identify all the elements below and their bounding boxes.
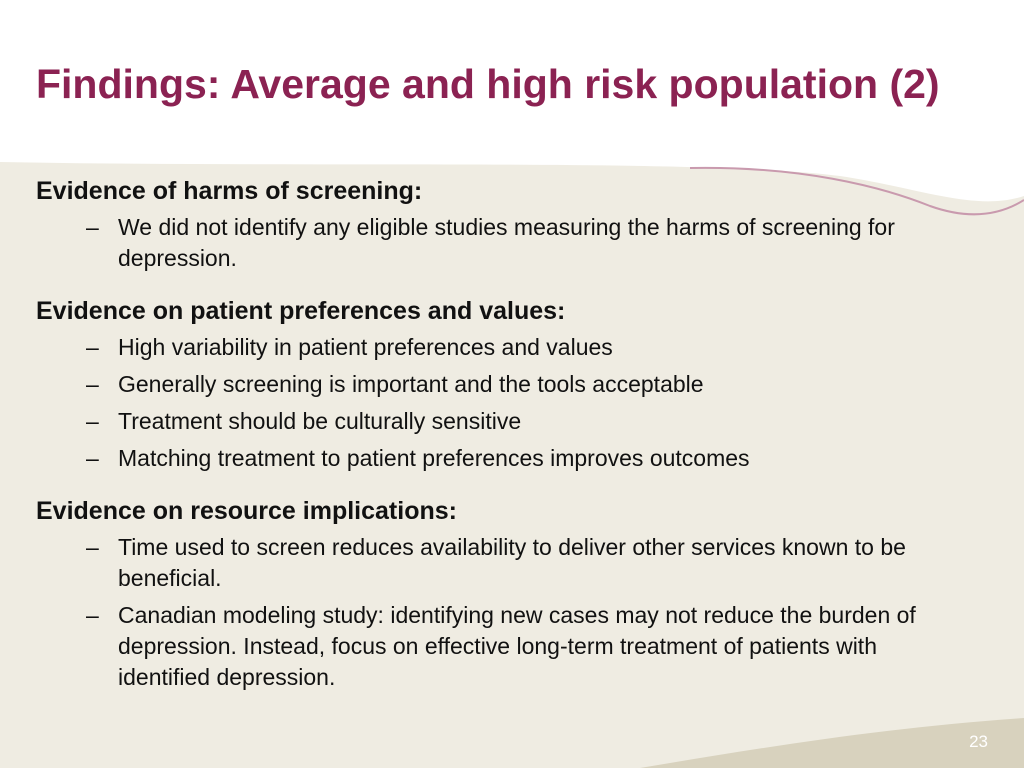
bullet-list: [36, 332, 956, 474]
bullet-text: Generally screening is important and the tools acceptable: [118, 371, 704, 397]
bullet-item: [36, 212, 956, 274]
bullet-dash: –: [86, 534, 99, 560]
slide-title: Findings: Average and high risk population (2): [36, 61, 940, 107]
bullet-dash: –: [86, 334, 99, 360]
bullet-text: Time used to screen reduces availability to deliver other services known to be beneficial.: [118, 534, 906, 591]
bullet-dash: –: [86, 445, 99, 471]
bullet-list: [36, 212, 956, 274]
section-heading: Evidence on patient preferences and values:: [36, 297, 566, 325]
bullet-item: [36, 369, 956, 400]
bullet-item: [36, 332, 956, 363]
bullet-item: [36, 600, 956, 693]
page-number: 23: [969, 732, 988, 751]
bullet-dash: –: [86, 408, 99, 434]
bullet-item: [36, 406, 956, 437]
bullet-text: High variability in patient preferences and values: [118, 334, 613, 360]
section-heading: Evidence on resource implications:: [36, 497, 457, 525]
section: [36, 174, 956, 274]
slide-content: [36, 174, 956, 713]
bullet-list: [36, 532, 956, 693]
section-heading: Evidence of harms of screening:: [36, 177, 423, 205]
section: [36, 494, 956, 693]
bullet-dash: –: [86, 214, 99, 240]
bullet-item: [36, 532, 956, 594]
section: [36, 294, 956, 474]
bullet-dash: –: [86, 371, 99, 397]
bullet-item: [36, 443, 956, 474]
bullet-text: Canadian modeling study: identifying new cases may not reduce the burden of depression. Instead, focus on effective long-term treatment of patients with identified depression.: [118, 602, 916, 690]
bullet-text: We did not identify any eligible studies measuring the harms of screening for depression.: [118, 214, 895, 271]
bullet-text: Matching treatment to patient preferences improves outcomes: [118, 445, 750, 471]
bullet-text: Treatment should be culturally sensitive: [118, 408, 522, 434]
bullet-dash: –: [86, 602, 99, 628]
